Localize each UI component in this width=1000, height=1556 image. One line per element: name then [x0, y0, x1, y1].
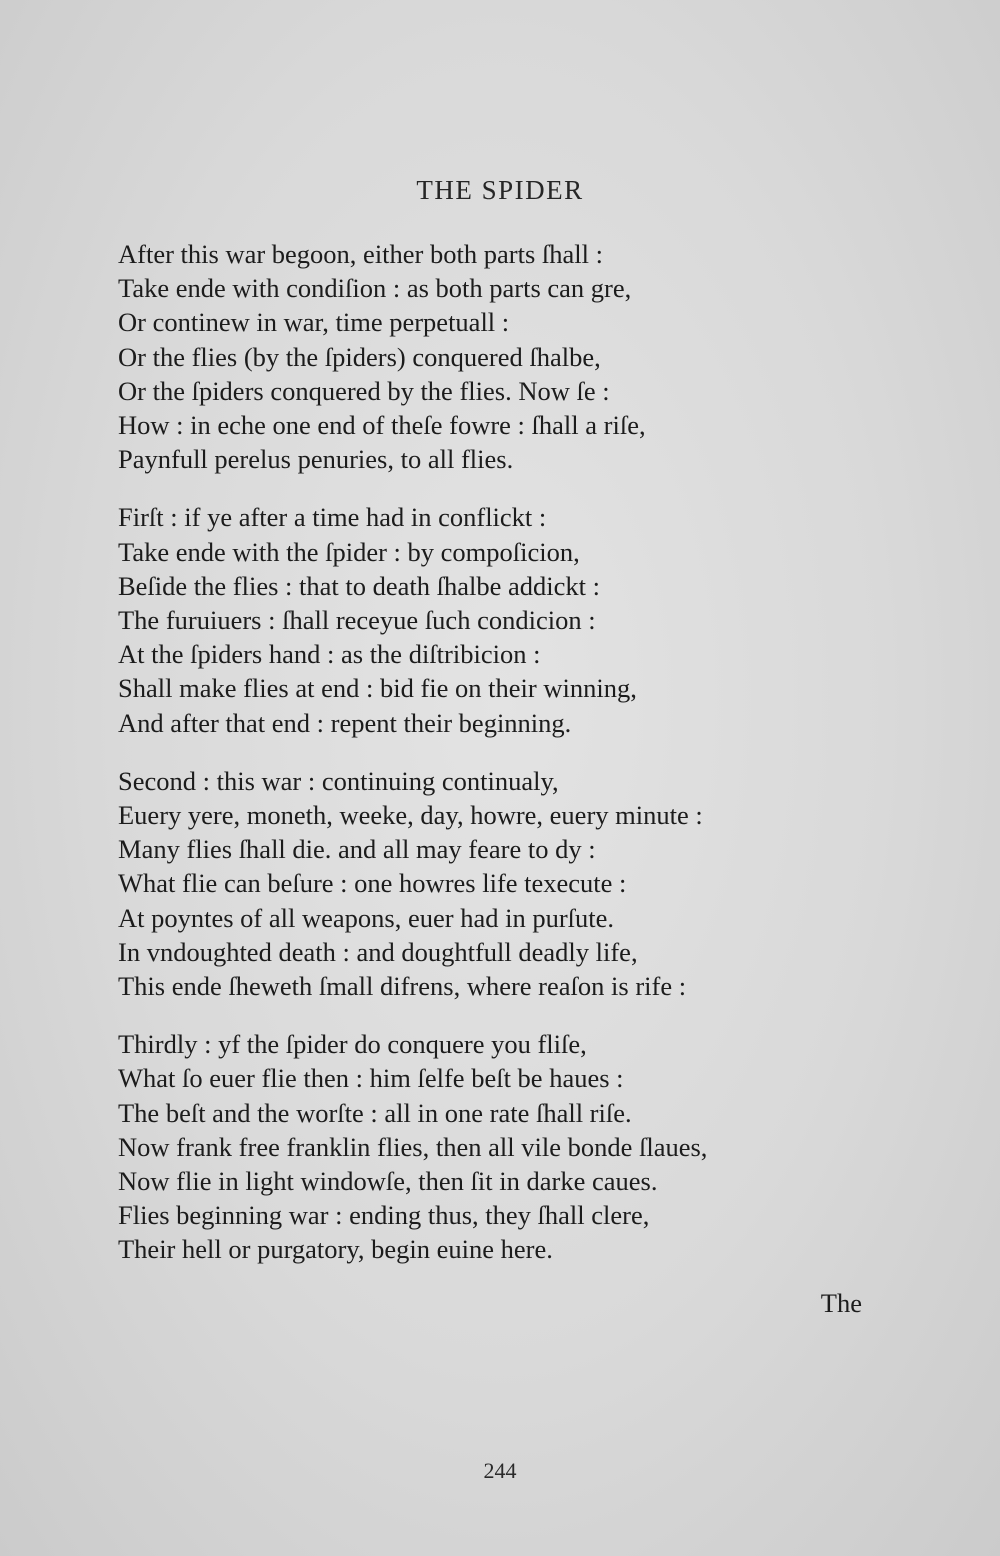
poem-line: The beſt and the worſte : all in one rate ſhall riſe. — [118, 1097, 632, 1128]
poem-line: The furuiuers : ſhall receyue ſuch condicion : — [118, 605, 596, 636]
stanza-2 — [118, 500, 878, 739]
poem-line: Many flies ſhall die. and all may feare to dy : — [118, 834, 596, 865]
poem-line: At poyntes of all weapons, euer had in purſute. — [118, 902, 615, 933]
poem-line: Euery yere, moneth, weeke, day, howre, euery minute : — [118, 800, 703, 831]
poem-line: Shall make flies at end : bid fie on their winning, — [118, 673, 637, 704]
poem-line: Second : this war : continuing continualy, — [118, 765, 559, 796]
poem-line: And after that end : repent their beginning. — [118, 707, 572, 738]
stanza-3 — [118, 764, 878, 1003]
poem-line: In vndoughted death : and doughtfull deadly life, — [118, 936, 638, 967]
poem-line: Paynfull perelus penuries, to all flies. — [118, 444, 514, 475]
stanza-4 — [118, 1027, 878, 1266]
poem-line: Thirdly : yf the ſpider do conquere you fliſe, — [118, 1029, 587, 1060]
poem-line: Or the ſpiders conquered by the flies. Now ſe : — [118, 375, 610, 406]
poem-line: Beſide the flies : that to death ſhalbe addickt : — [118, 570, 601, 601]
poem-line: What ſo euer flie then : him ſelfe beſt be haues : — [118, 1063, 624, 1094]
stanza-1 — [118, 237, 878, 476]
poem-line: What flie can beſure : one howres life texecute : — [118, 868, 627, 899]
catchword: The — [820, 1288, 862, 1318]
poem-line: Now flie in light windowſe, then ſit in darke caues. — [118, 1166, 658, 1197]
poem-line: Flies beginning war : ending thus, they ſhall clere, — [118, 1200, 650, 1231]
poem-body — [118, 237, 878, 1291]
page-title: THE SPIDER — [416, 175, 584, 205]
page-number: 244 — [483, 1458, 517, 1483]
poem-line: Take ende with condiſion : as both parts can gre, — [118, 273, 632, 304]
poem-line: At the ſpiders hand : as the diſtribicion : — [118, 639, 541, 670]
poem-line: Or continew in war, time perpetuall : — [118, 307, 510, 338]
poem-line: This ende ſheweth ſmall difrens, where reaſon is rife : — [118, 971, 687, 1002]
poem-line: Their hell or purgatory, begin euine here. — [118, 1234, 553, 1265]
poem-line: Firſt : if ye after a time had in conflickt : — [118, 502, 547, 533]
poem-line: Or the flies (by the ſpiders) conquered ſhalbe, — [118, 341, 601, 372]
poem-line: How : in eche one end of theſe fowre : ſhall a riſe, — [118, 410, 646, 441]
poem-line: Now frank free franklin flies, then all vile bonde ſlaues, — [118, 1131, 708, 1162]
poem-line: After this war begoon, either both parts ſhall : — [118, 239, 603, 269]
poem-line: Take ende with the ſpider : by compoſicion, — [118, 536, 580, 567]
